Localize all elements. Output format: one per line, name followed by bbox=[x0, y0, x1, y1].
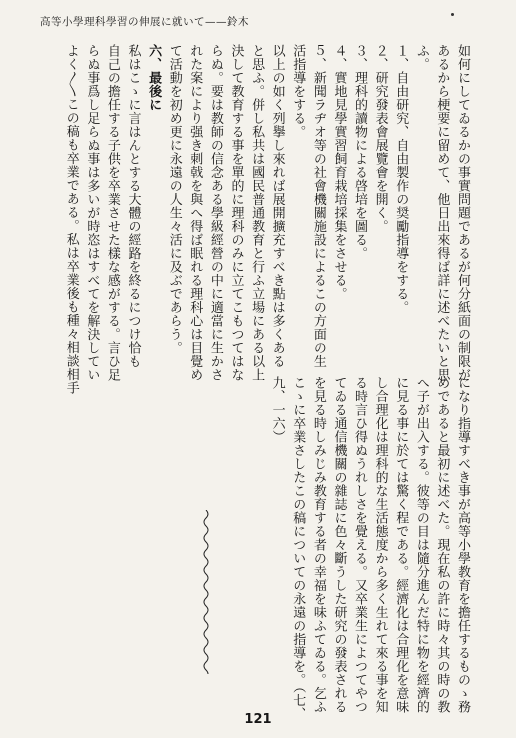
text-line: ふ。 bbox=[413, 44, 429, 71]
text-line: 私はこゝに言はんとする大體の經路を終るにつけ恰も bbox=[125, 44, 141, 368]
text-line: て活動を初め更に永遠の人生々活に及ぶであらう。 bbox=[166, 44, 182, 355]
text-line: １、自由研究、自由製作の奨勵指導をする。 bbox=[393, 44, 409, 314]
text-line: になり指導すべき事が高等小學教育を擔任するものゝ務 bbox=[455, 376, 470, 714]
text-line: 六、最後に bbox=[146, 44, 162, 112]
text-line: 決して教育する事を單的に理科のみに立てこもつてはな bbox=[228, 44, 244, 382]
text-line: 活指導をする。 bbox=[290, 44, 306, 139]
wavy-divider-line bbox=[200, 510, 212, 674]
text-line: てゐる通信機關の雜誌に色々斷うした研究の發表される bbox=[331, 376, 347, 714]
lower-text-column bbox=[266, 376, 472, 721]
page-number: 121 bbox=[244, 712, 272, 727]
text-line: らぬ事爲し足らぬ事は多いが時恣はすべてを解決してい bbox=[84, 44, 100, 382]
text-line: れた案により强き刺戟を與へ得ば眠れる理科心は目覺め bbox=[187, 44, 203, 382]
upper-text-column bbox=[60, 44, 472, 395]
text-line: る時言ひ得ぬうれしさを覺える。又卒業生によつてやつ bbox=[352, 376, 368, 714]
text-line: 以上の如く列擧し來れば展開擴充すべき點は多くある bbox=[269, 44, 285, 368]
text-line: 九、一六） bbox=[269, 376, 285, 444]
text-line: 自己の擔任する子供を卒業させた樣な感がする。言ひ足 bbox=[104, 44, 120, 382]
ink-dot bbox=[451, 13, 454, 16]
text-line: し合理化は理科的な生活態度から多く生れて來る事を知 bbox=[372, 376, 388, 714]
text-line: と思ふ。併し私共は國民普通教育と行ふ立場にある以上 bbox=[249, 44, 265, 382]
text-line: あるから梗要に留めて、他日出來得ば詳に述べたいと思 bbox=[434, 44, 450, 382]
text-line: ２、研究發表會展覽會を開く。 bbox=[372, 44, 388, 233]
text-line: へ子が出入する。彼等の目は隨分進んだ特に物を經濟的 bbox=[413, 376, 429, 714]
text-line: を見る時しみじみ教育する者の幸福を味ふてゐる。乞ふ bbox=[310, 376, 326, 714]
text-line: こゝに卒業さしたこの稿についての永遠の指導を。（七、 bbox=[290, 376, 306, 721]
running-header: 高等小學理科學習の伸展に就いて——鈴木 bbox=[40, 16, 249, 28]
text-line: ５、新聞ラヂオ等の社會機關施設によるこの方面の生 bbox=[310, 44, 326, 368]
text-line: らぬ。要は教師の信念ある學級經營の中に適當に生かさ bbox=[207, 44, 223, 382]
text-line: 如何にしてゐるかの事實問題であるが何分紙面の制限が bbox=[455, 44, 470, 382]
text-line: よく〳〵この稿も卒業である。私は卒業後も種々相談相手 bbox=[63, 44, 79, 395]
text-line: ３、理科的讀物による啓培を圖る。 bbox=[352, 44, 368, 260]
text-line: ４、實地見學實習飼育栽培採集をさせる。 bbox=[331, 44, 347, 301]
text-line: めであると最初に述べた。現在私の許に時々其の時の教 bbox=[434, 376, 450, 714]
text-line: に見る事に於ては驚く程である。經濟化は合理化を意味 bbox=[393, 376, 409, 714]
